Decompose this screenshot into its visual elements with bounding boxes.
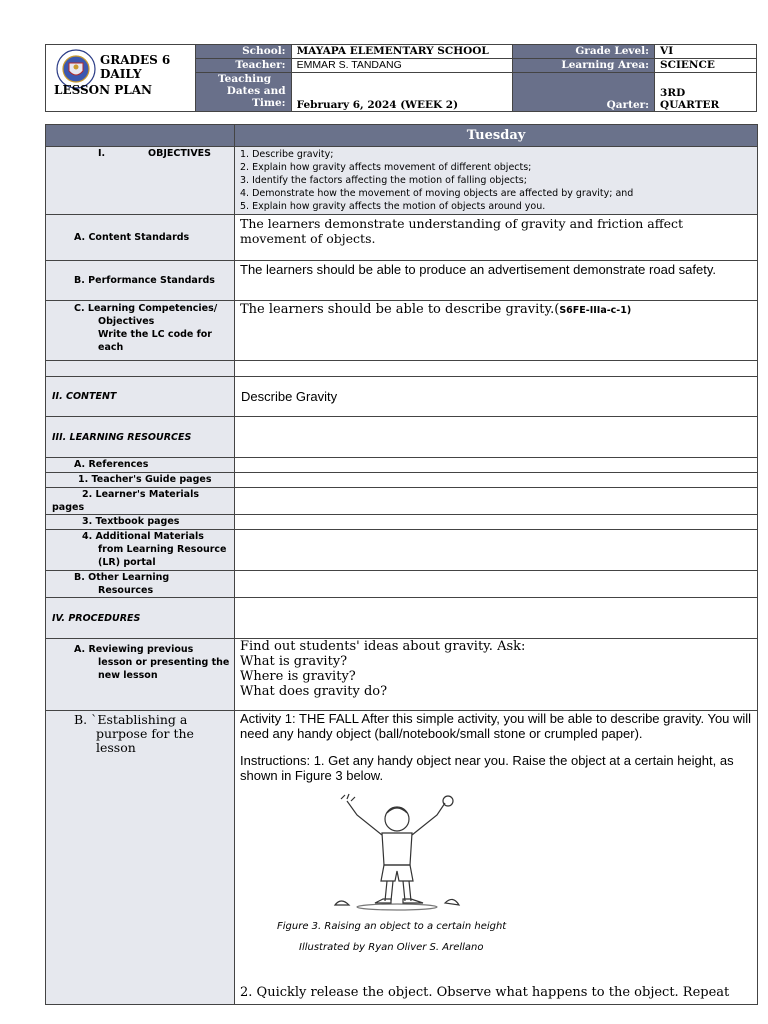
resources-label: III. LEARNING RESOURCES — [46, 417, 235, 458]
school-label: School: — [195, 45, 291, 59]
day-header: Tuesday — [235, 125, 758, 147]
area-value: SCIENCE — [655, 59, 757, 73]
reviewing-label: A. Reviewing previous lesson or presenting the new lesson — [46, 639, 235, 711]
figure-credit: Illustrated by Ryan Oliver S. Arellano — [299, 942, 484, 953]
figure-person-raising-object-icon — [327, 793, 477, 913]
activity-intro: Activity 1: THE FALL After this simple activity, you will be able to describe gravity. You will need any handy object (ball/notebook/small stone or crumpled paper). — [240, 711, 752, 741]
resources-value — [235, 417, 758, 458]
tg-value — [235, 473, 758, 488]
tg-label: 1. Teacher's Guide pages — [46, 473, 235, 488]
lm-label: 2. Learner's Materials pages — [46, 488, 235, 515]
textbook-label: 3. Textbook pages — [46, 515, 235, 530]
establishing-content — [235, 711, 758, 1005]
header-table — [45, 44, 757, 112]
procedures-value — [235, 598, 758, 639]
brand-line-1: GRADES 6 — [100, 53, 171, 67]
dates-label: Teaching Dates and Time: — [195, 73, 291, 112]
grade-value: VI — [655, 45, 757, 59]
quarter-label: Qarter: — [513, 73, 655, 112]
lesson-table — [45, 124, 758, 1005]
additional-value — [235, 530, 758, 571]
competencies-label: C. Learning Competencies/ Objectives Write the LC code for each — [46, 301, 235, 361]
figure-caption: Figure 3. Raising an object to a certain height — [277, 921, 507, 932]
brand-line-2: DAILY — [100, 67, 142, 81]
quarter-value: 3RD QUARTER — [655, 73, 757, 112]
references-label: A. References — [46, 458, 235, 473]
content-standards-label: A. Content Standards — [46, 215, 235, 261]
activity-step-2: 2. Quickly release the object. Observe what happens to the object. Repeat — [240, 985, 730, 1000]
spacer-right — [235, 361, 758, 377]
activity-instructions: Instructions: 1. Get any handy object near you. Raise the object at a certain height, as shown in Figure 3 below. — [240, 753, 734, 783]
objectives-list: 1. Describe gravity; 2. Explain how gravity affects movement of different objects; 3. Identify the factors affecting the motion of falling objects; 4. Demonstrate how the movement of moving objects are affected by gravity; and 5. Explain how gravity affects the motion of objects around you. — [235, 147, 758, 215]
reviewing-text: Find out students' ideas about gravity. Ask: What is gravity? Where is gravity? What does gravity do? — [235, 639, 758, 711]
textbook-value — [235, 515, 758, 530]
brand-cell — [46, 45, 196, 112]
teacher-label: Teacher: — [195, 59, 291, 73]
content-text: Describe Gravity — [235, 377, 758, 417]
performance-standards-label: B. Performance Standards — [46, 261, 235, 301]
references-value — [235, 458, 758, 473]
content-label: II. CONTENT — [46, 377, 235, 417]
dates-value: February 6, 2024 (WEEK 2) — [291, 73, 513, 112]
procedures-label: IV. PROCEDURES — [46, 598, 235, 639]
grade-label: Grade Level: — [513, 45, 655, 59]
area-label: Learning Area: — [513, 59, 655, 73]
teacher-value: EMMAR S. TANDANG — [291, 59, 513, 73]
competencies-text: The learners should be able to describe gravity.(S6FE-IIIa-c-1) — [235, 301, 758, 361]
other-resources-label: B. Other Learning Resources — [46, 571, 235, 598]
establishing-label: B. `Establishing a purpose for the lesson — [46, 711, 235, 1005]
spacer-left — [46, 361, 235, 377]
brand-line-3: LESSON PLAN — [54, 83, 152, 97]
performance-standards-text: The learners should be able to produce an advertisement demonstrate road safety. — [235, 261, 758, 301]
header-blank — [46, 125, 235, 147]
school-value: MAYAPA ELEMENTARY SCHOOL — [291, 45, 513, 59]
content-standards-text: The learners demonstrate understanding of gravity and friction affect movement of objects. — [235, 215, 758, 261]
lm-value — [235, 488, 758, 515]
additional-label: 4. Additional Materials from Learning Resource (LR) portal — [46, 530, 235, 571]
other-resources-value — [235, 571, 758, 598]
objectives-label: I. OBJECTIVES — [46, 147, 235, 215]
